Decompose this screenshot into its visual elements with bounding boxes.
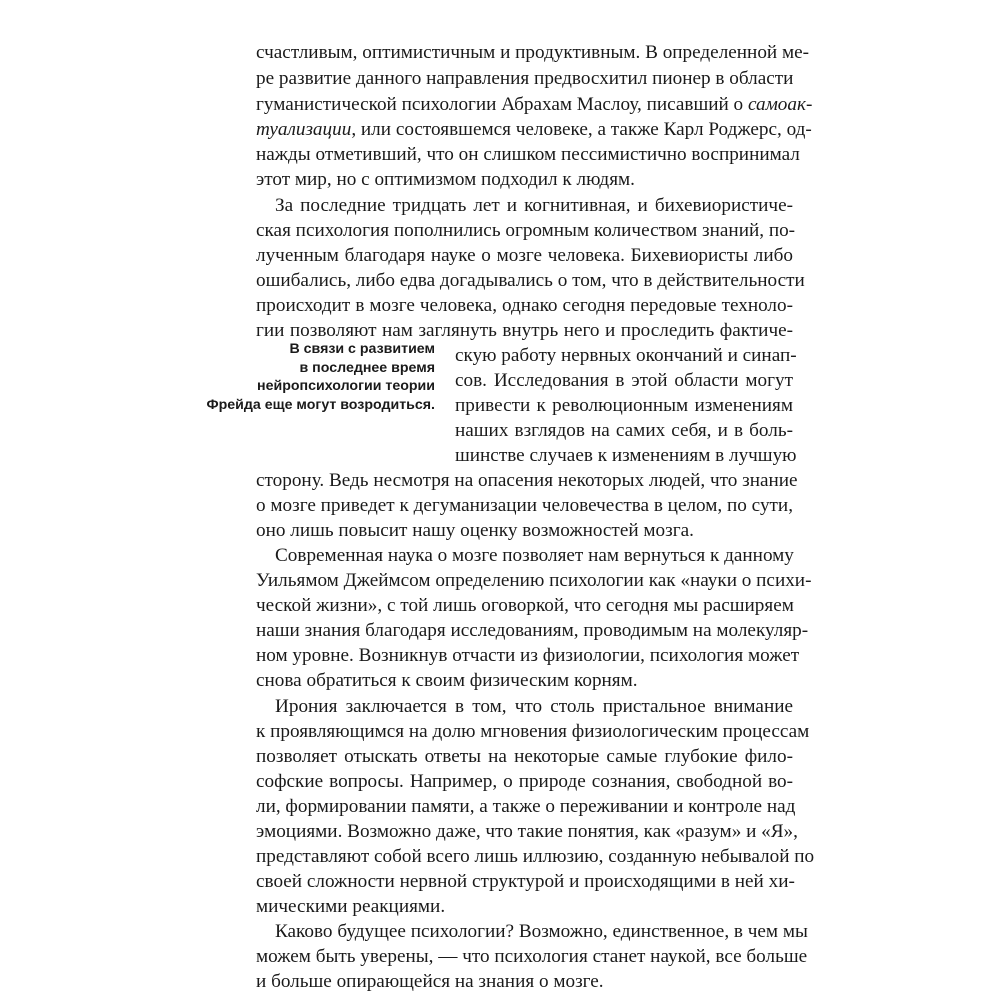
body-line: оно лишь повысит нашу оценку возможностей мозга. [256,520,694,541]
body-line: ошибались, либо едва догадывались о том, что в действительности [256,270,805,291]
text-run: гуманистической психологии Абрахам Маслоу, писавший о [256,94,748,115]
pull-quote-line: нейропсихологии теории [257,378,435,394]
body-line: сов. Исследования в этой области могут [455,370,793,391]
body-line: ном уровне. Возникнув отчасти из физиологии, психология может [256,645,800,666]
body-line: Каково будущее психологии? Возможно, единственное, в чем мы [275,921,808,942]
body-line: этот мир, но с оптимизмом подходил к людям. [256,169,635,190]
body-line: скую работу нервных окончаний и синап- [455,345,797,366]
text-run: , или состоявшемся человеке, а также Карл Роджерс, од- [351,119,812,140]
italic-term: самоак- [747,94,813,115]
body-line: наши знания благодаря исследованиям, проводимым на молекуляр- [256,620,809,641]
body-line: ческой жизни», с той лишь оговоркой, что сегодня мы расширяем [256,595,794,616]
body-line: лученным благодаря науке о мозге человека. Бихевиористы либо [256,245,793,266]
body-line: эмоциями. Возможно даже, что такие понятия, как «разум» и «Я», [256,821,798,842]
body-line: снова обратиться к своим физическим корням. [256,670,638,691]
body-line: к проявляющимся на долю мгновения физиологическим процессам [256,721,810,742]
italic-term: туализации [256,119,352,140]
body-line: За последние тридцать лет и когнитивная, и бихевиористиче- [275,195,793,216]
body-line: ли, формировании памяти, а также о переживании и контроле над [256,796,796,817]
body-line: и больше опирающейся на знания о мозге. [256,971,604,992]
body-line: Современная наука о мозге позволяет нам вернуться к данному [275,545,794,566]
body-line: происходит в мозге человека, однако сегодня передовые техноло- [256,295,793,316]
body-line: Уильямом Джеймсом определению психологии как «науки о психи- [256,570,812,591]
pull-quote [195,340,435,414]
body-line: привести к революционным изменениям [455,395,793,416]
body-line [256,92,813,117]
pull-quote-line: в последнее время [299,359,435,376]
body-line [256,117,812,142]
pull-quote-line: Фрейда еще могут возродиться. [206,396,435,413]
body-line: можем быть уверены, — что психология станет наукой, все больше [256,946,808,967]
body-line: софские вопросы. Например, о природе сознания, свободной во- [256,771,793,792]
body-line: сторону. Ведь несмотря на опасения некоторых людей, что знание [256,470,798,491]
body-line: шинстве случаев к изменениям в лучшую [455,445,797,466]
body-line: о мозге приведет к дегуманизации человечества в целом, по сути, [256,495,793,516]
pull-quote-line: В связи с развитием [289,341,435,357]
body-line: счастливым, оптимистичным и продуктивным. В определенной ме- [256,42,810,63]
body-line: Ирония заключается в том, что столь пристальное внимание [275,696,793,717]
body-line: нажды отметивший, что он слишком пессимистично воспринимал [256,144,800,165]
body-line: представляют собой всего лишь иллюзию, созданную небывалой по [256,846,815,867]
body-line: ская психология пополнились огромным количеством знаний, по- [256,220,796,241]
body-line: гии позволяют нам заглянуть внутрь него и проследить фактиче- [256,320,793,341]
body-line: мическими реакциями. [256,896,446,917]
body-line: позволяет отыскать ответы на некоторые самые глубокие фило- [256,746,793,767]
body-line: ре развитие данного направления предвосхитил пионер в области [256,68,794,89]
body-line: наших взглядов на самих себя, и в боль- [455,420,793,441]
body-line: своей сложности нервной структурой и происходящими в ней хи- [256,871,795,892]
